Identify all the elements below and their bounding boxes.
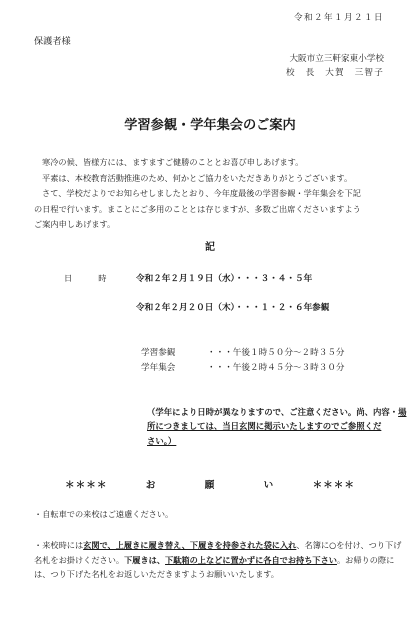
body-line: 寒冷の候、皆様方には、ますますご健勝のこととお喜び申しあげます。 <box>42 157 304 167</box>
schedule-item-name: 学年集会 <box>141 363 176 373</box>
bullet-bicycle: ・自転車での来校はご遠慮ください。 <box>34 509 174 519</box>
schedule-day-1: 令和２年２月１９日（水）・・・３・４・５年 <box>136 274 313 284</box>
notice-underlined: 場所につきましては、当日玄関に掲示いたしますのでご参照くだ <box>147 407 407 432</box>
slippers-emphasis: 下駄箱の上などに置かずに各自でお持ち下さい <box>165 554 337 565</box>
schedule-day-2: 令和２年２月２０日（木）・・・１・２・６年参観 <box>136 303 330 313</box>
principal-name: 校 長 大賀 三智子 <box>286 68 384 78</box>
letter-date: 令和２年１月２１日 <box>294 13 384 23</box>
stars-left: ＊＊＊＊ <box>65 480 108 491</box>
notice-text: （学年により日時が異なりますので、ご注意ください。尚、内容・ <box>147 407 399 417</box>
slippers-text: 、名簿に○を付け、つり下げ名札をお掛けください。 <box>34 540 402 565</box>
request-word: 願 <box>204 480 216 491</box>
recipient: 保護者様 <box>34 36 71 47</box>
datetime-label <box>64 273 106 284</box>
body-line: ご案内申しあげます。 <box>34 219 116 230</box>
slippers-text: 。お帰りの際には、つり下げた名札をお返しいただきますようお願いいたします。 <box>34 554 395 580</box>
request-heading <box>0 479 420 492</box>
schedule-item <box>141 347 345 359</box>
schedule-notice <box>147 405 409 448</box>
slippers-bold: 下履きは、 <box>124 554 166 565</box>
stars-right: ＊＊＊＊ <box>312 480 355 491</box>
school-name: 大阪市立三軒家東小学校 <box>289 54 384 64</box>
datetime-label-time: 時 <box>98 273 107 283</box>
schedule-item-time: ・・・午後２時４５分～３時３０分 <box>207 363 345 373</box>
datetime-label-day: 日 <box>64 273 73 283</box>
schedule-item <box>141 362 345 374</box>
ki-heading: 記 <box>205 242 215 253</box>
slippers-emphasis: 玄関で、上履きに履き替え、下履きを持参された袋に入れ <box>83 540 297 550</box>
schedule-item-name: 学習参観 <box>141 348 176 358</box>
page-title: 学習参観・学年集会のご案内 <box>124 118 296 133</box>
body-line: 平素は、本校教育活動推進のため、何かとご協力をいただきありがとうございます。 <box>42 172 353 183</box>
body-line: の日程で行います。まことにご多用のこととは存じますが、多数ご出席くださいますよう <box>34 203 361 214</box>
slippers-text: ・来校時には <box>34 540 84 550</box>
notice-underlined: さい。） <box>147 435 177 446</box>
bullet-slippers <box>34 538 408 582</box>
request-word: お <box>145 480 157 491</box>
request-word: い <box>263 480 275 491</box>
schedule-item-time: ・・・午後１時５０分～２時３５分 <box>207 348 345 358</box>
body-line: さて、学校だよりでお知らせしましたとおり、今年度最後の学習参観・学年集会を下記 <box>42 188 361 199</box>
letter-body <box>34 155 406 233</box>
